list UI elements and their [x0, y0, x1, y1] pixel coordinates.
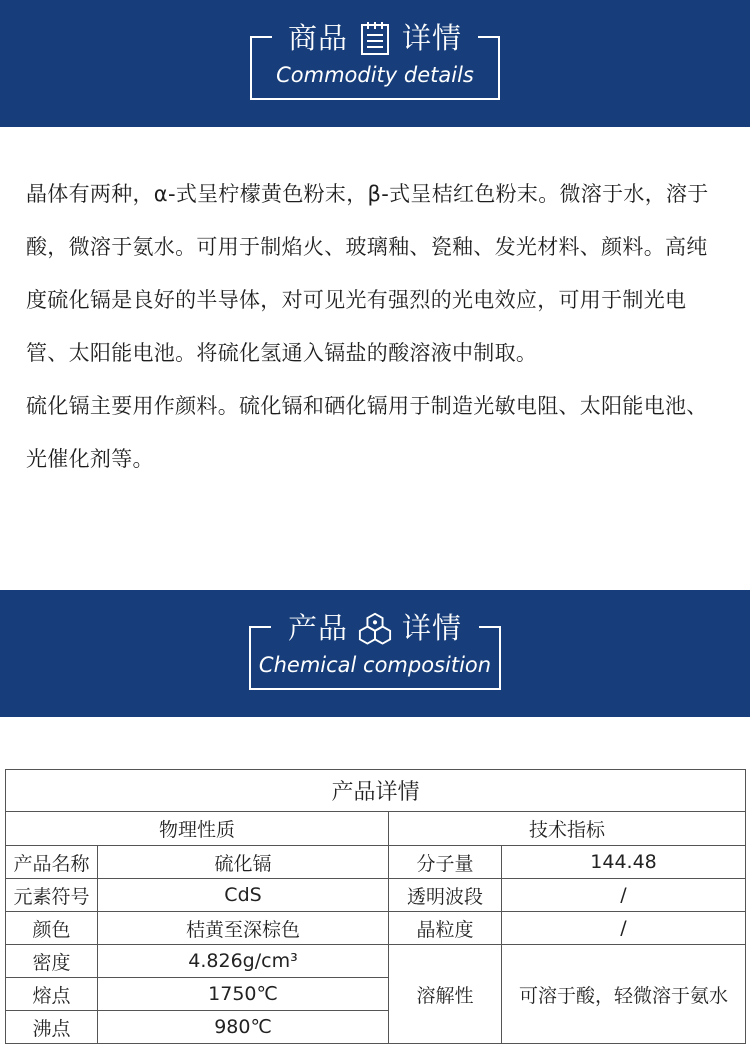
solubility-label: 溶解性	[389, 945, 502, 1044]
row-value: 1750℃	[98, 978, 389, 1011]
table-section-row	[6, 812, 746, 846]
tech-label: 分子量	[389, 846, 502, 879]
tech-value: /	[502, 912, 746, 945]
title-frame	[250, 16, 500, 100]
title-frame	[249, 606, 501, 690]
row-label: 颜色	[6, 912, 98, 945]
table-row	[6, 945, 746, 978]
tech-value: /	[502, 879, 746, 912]
section-heading	[249, 608, 501, 648]
heading-left: 产品	[287, 611, 348, 645]
row-label: 产品名称	[6, 846, 98, 879]
table-title-row	[6, 770, 746, 812]
heading-right: 详情	[402, 611, 463, 645]
molecule-icon	[358, 610, 392, 646]
row-value: 4.826g/cm³	[98, 945, 389, 978]
chemical-composition-banner	[0, 590, 750, 717]
table-title: 产品详情	[6, 770, 746, 812]
row-value: 桔黄至深棕色	[98, 912, 389, 945]
product-description	[26, 168, 726, 486]
technical-specs-header: 技术指标	[389, 812, 746, 846]
section-heading	[250, 18, 500, 58]
table-row	[6, 879, 746, 912]
row-label: 熔点	[6, 978, 98, 1011]
table-row	[6, 846, 746, 879]
description-paragraph: 晶体有两种，α-式呈柠檬黄色粉末，β-式呈桔红色粉末。微溶于水，溶于酸，微溶于氨水。可用于制焰火、玻璃釉、瓷釉、发光材料、颜料。高纯度硫化镉是良好的半导体，对可见光有强烈的光电效应，可用于制光电管、太阳能电池。将硫化氢通入镉盐的酸溶液中制取。	[26, 182, 709, 365]
row-value: 硫化镉	[98, 846, 389, 879]
product-details-table	[5, 769, 746, 1044]
description-paragraph: 硫化镉主要用作颜料。硫化镉和硒化镉用于制造光敏电阻、太阳能电池、光催化剂等。	[26, 394, 708, 471]
section-subtitle: Chemical composition	[258, 653, 492, 677]
notepad-icon	[358, 20, 392, 56]
tech-label: 晶粒度	[389, 912, 502, 945]
solubility-value: 可溶于酸，轻微溶于氨水	[502, 945, 746, 1044]
tech-value: 144.48	[502, 846, 746, 879]
section-subtitle: Commodity details	[276, 63, 474, 87]
row-value: 980℃	[98, 1011, 389, 1044]
commodity-details-banner	[0, 0, 750, 127]
row-label: 沸点	[6, 1011, 98, 1044]
physical-properties-header: 物理性质	[6, 812, 389, 846]
table-row	[6, 912, 746, 945]
row-label: 密度	[6, 945, 98, 978]
tech-label: 透明波段	[389, 879, 502, 912]
row-value: CdS	[98, 879, 389, 912]
row-label: 元素符号	[6, 879, 98, 912]
heading-right: 详情	[402, 21, 463, 55]
heading-left: 商品	[287, 21, 348, 55]
